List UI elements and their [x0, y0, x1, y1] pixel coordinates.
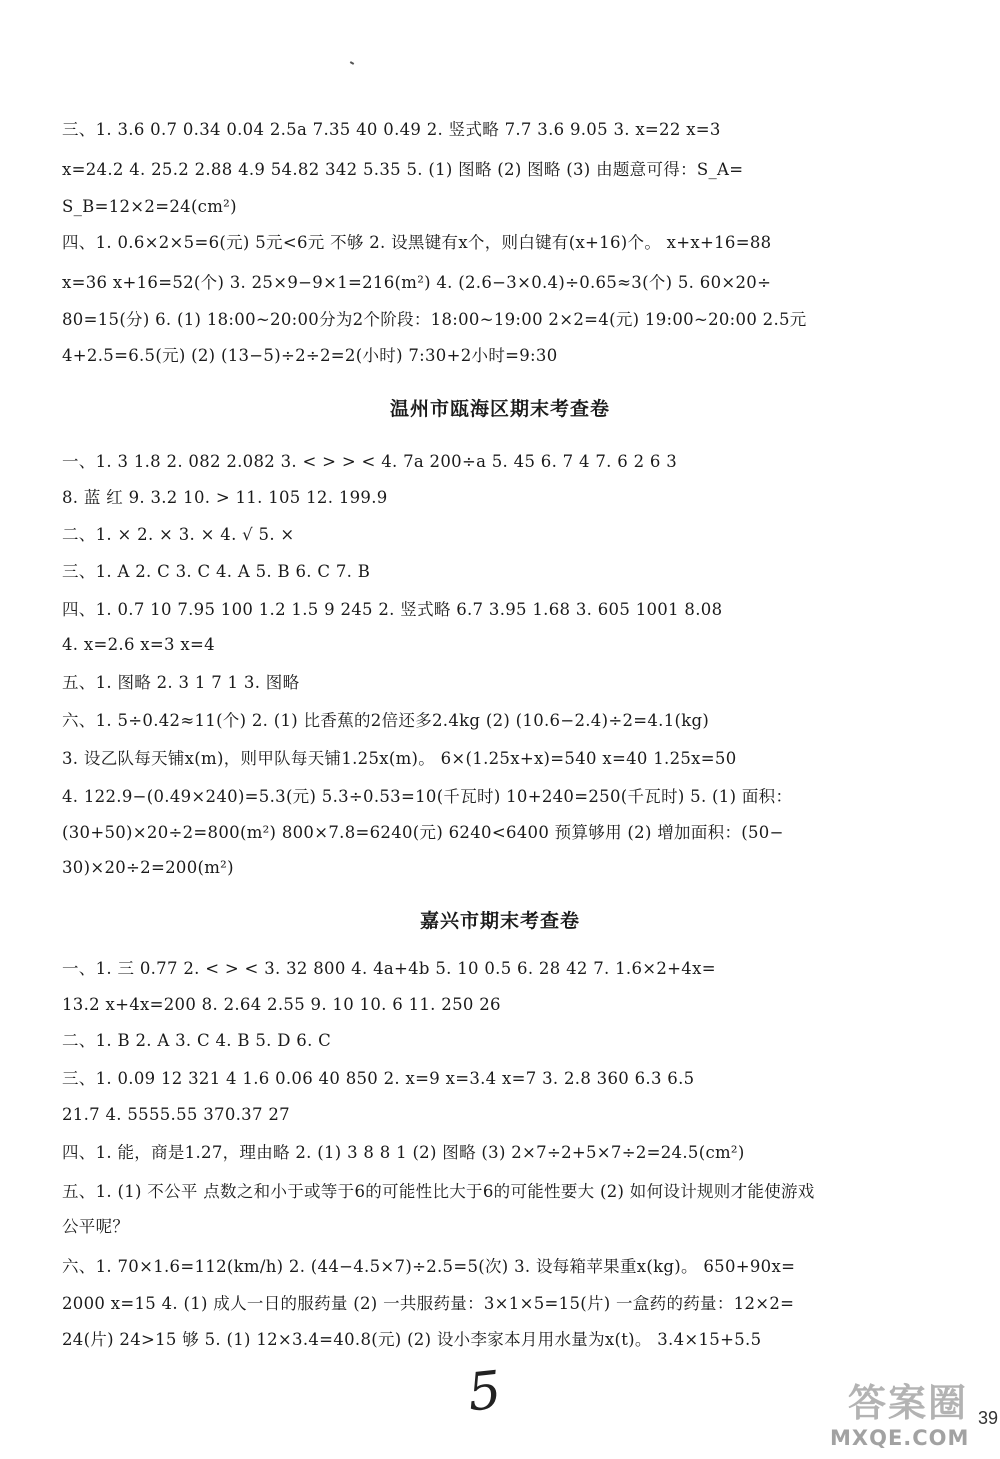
answer-line: 4. x=2.6 x=3 x=4	[62, 635, 215, 654]
handwritten-mark: 5	[464, 1360, 505, 1424]
watermark-logo: 答案圈	[848, 1381, 969, 1425]
answer-line: 四、1. 0.7 10 7.95 100 1.2 1.5 9 245 2. 竖式略 6.7 3.95 1.68 3. 605 1001 8.08	[62, 600, 723, 619]
answer-line: 24(片) 24>15 够 5. (1) 12×3.4=40.8(元) (2) 设小李家本月用水量为x(t)。 3.4×15+5.5	[62, 1330, 762, 1349]
answer-line: 五、1. (1) 不公平 点数之和小于或等于6的可能性比大于6的可能性要大 (2) 如何设计规则才能使游戏	[62, 1182, 815, 1201]
section-title: 嘉兴市期末考查卷	[419, 910, 580, 932]
answer-line: 二、1. B 2. A 3. C 4. B 5. D 6. C	[62, 1031, 332, 1050]
answer-line: 四、1. 能，商是1.27，理由略 2. (1) 3 8 8 1 (2) 图略 (3) 2×7÷2+5×7÷2=24.5(cm²)	[62, 1143, 745, 1162]
answer-line: 4+2.5=6.5(元) (2) (13−5)÷2÷2=2(小时) 7:30+2小时=9:30	[62, 346, 558, 365]
answer-line: 8. 蓝 红 9. 3.2 10. > 11. 105 12. 199.9	[62, 488, 388, 507]
answer-line: x=36 x+16=52(个) 3. 25×9−9×1=216(m²) 4. (2.6−3×0.4)÷0.65≈3(个) 5. 60×20÷	[62, 273, 772, 292]
watermark-url: MXQE.COM	[830, 1426, 970, 1450]
answer-line: 三、1. A 2. C 3. C 4. A 5. B 6. C 7. B	[62, 562, 371, 581]
scan-speck	[350, 61, 354, 65]
answer-line: 13.2 x+4x=200 8. 2.64 2.55 9. 10 10. 6 11. 250 26	[62, 995, 501, 1014]
answer-line: 五、1. 图略 2. 3 1 7 1 3. 图略	[62, 673, 300, 692]
answer-line: 公平呢？	[62, 1217, 130, 1236]
answer-line: 六、1. 70×1.6=112(km/h) 2. (44−4.5×7)÷2.5=5(次) 3. 设每箱苹果重x(kg)。 650+90x=	[62, 1257, 796, 1276]
answer-line: 二、1. × 2. × 3. × 4. √ 5. ×	[62, 525, 295, 544]
watermark	[830, 1372, 995, 1454]
answer-line: 3. 设乙队每天铺x(m)，则甲队每天铺1.25x(m)。 6×(1.25x+x)=540 x=40 1.25x=50	[62, 749, 737, 768]
answer-line: (30+50)×20÷2=800(m²) 800×7.8=6240(元) 6240<6400 预算够用 (2) 增加面积：(50−	[62, 823, 784, 842]
answer-line: 三、1. 0.09 12 321 4 1.6 0.06 40 850 2. x=9 x=3.4 x=7 3. 2.8 360 6.3 6.5	[62, 1069, 695, 1088]
answer-line: 六、1. 5÷0.42≈11(个) 2. (1) 比香蕉的2倍还多2.4kg (2) (10.6−2.4)÷2=4.1(kg)	[62, 711, 710, 730]
answer-line: 三、1. 3.6 0.7 0.34 0.04 2.5a 7.35 40 0.49 2. 竖式略 7.7 3.6 9.05 3. x=22 x=3	[62, 120, 721, 139]
answer-line: x=24.2 4. 25.2 2.88 4.9 54.82 342 5.35 5. (1) 图略 (2) 图略 (3) 由题意可得：S_A=	[62, 160, 744, 179]
answer-line: 30)×20÷2=200(m²)	[62, 858, 234, 877]
answer-line: 四、1. 0.6×2×5=6(元) 5元<6元 不够 2. 设黑键有x个，则白键有(x+16)个。 x+x+16=88	[62, 233, 772, 252]
section-title: 温州市瓯海区期末考查卷	[389, 398, 610, 420]
answer-line: 21.7 4. 5555.55 370.37 27	[62, 1105, 290, 1124]
answer-line: 4. 122.9−(0.49×240)=5.3(元) 5.3÷0.53=10(千瓦时) 10+240=250(千瓦时) 5. (1) 面积：	[62, 787, 793, 806]
answer-line: 一、1. 3 1.8 2. 082 2.082 3. < > > < 4. 7a 200÷a 5. 45 6. 7 4 7. 6 2 6 3	[62, 452, 678, 471]
answer-line: 2000 x=15 4. (1) 成人一日的服药量 (2) 一共服药量：3×1×5=15(片) 一盒药的药量：12×2=	[62, 1294, 795, 1313]
answer-line: 一、1. 三 0.77 2. < > < 3. 32 800 4. 4a+4b 5. 10 0.5 6. 28 42 7. 1.6×2+4x=	[62, 959, 716, 978]
answer-line: S_B=12×2=24(cm²)	[62, 197, 237, 216]
page-number: 39	[978, 1408, 999, 1428]
answer-line: 80=15(分) 6. (1) 18:00~20:00分为2个阶段：18:00~19:00 2×2=4(元) 19:00~20:00 2.5元	[62, 310, 807, 329]
